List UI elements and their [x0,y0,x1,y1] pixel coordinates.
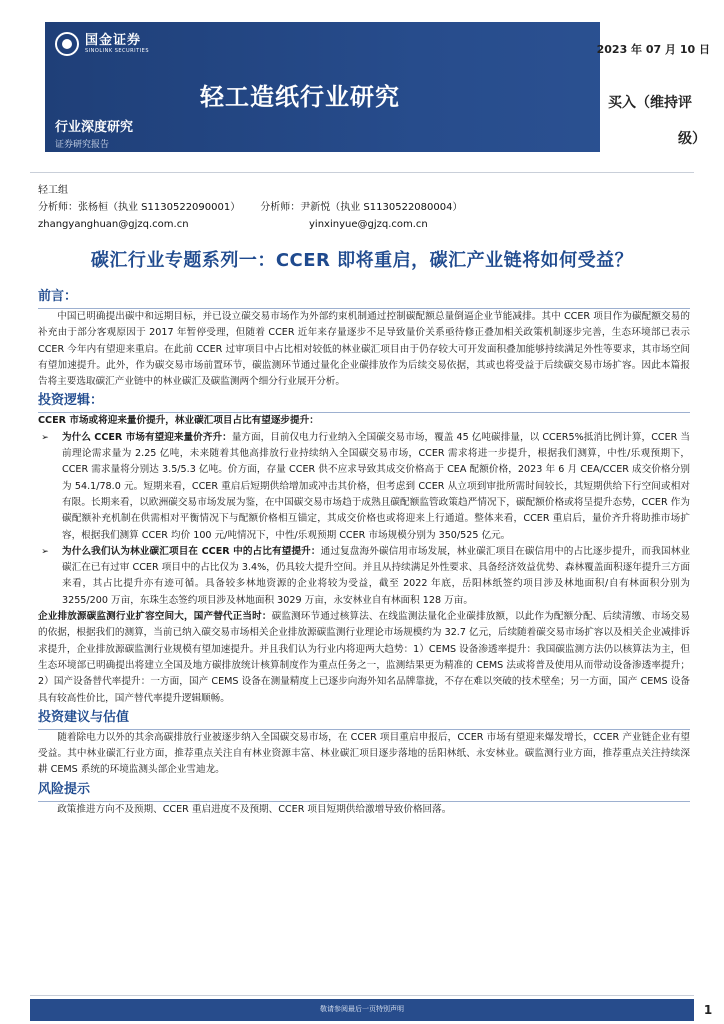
page-number: 1 [703,1003,713,1017]
rating [608,85,720,157]
bullet-2-heading: 为什么我们认为林业碳汇项目在 CCER 中的占比有望提升： [62,545,321,557]
analyst-1: 分析师：张杨桓（执业 S1130522090001） [38,202,241,213]
analyst-group: 轻工组 [38,185,68,196]
monitor-heading: 企业排放源碳监测行业扩容空间大，国产替代正当时： [38,611,272,623]
bullet-arrow-icon: ➢ [41,432,49,443]
preface-paragraph: 中国已明确提出碳中和远期目标，并已设立碳交易市场作为外部约束机制通过控制碳配额总量倒逼企业节能减排。其中 CCER 项目作为碳配额交易的补充由于部分客观原因于 2017 年暂停受理，但随着 CCER 近年来存量逐步不足导致量价关系亟待修正叠加相关政策机制逐步完善，生态环境部已表示 CCER 今年内有望迎来重启。在此前 CCER 过审项目中占比相对较低的林业碳汇项目由于仍存较大可开发面积叠加能够持续满足外性等要求，其市场空间有望加速提升。此外，作为碳交易市场前置环节，碳监测环节通过量化企业碳排放作为后续交易依据，其或也将受益于后续碳交易市场扩容。因此本篇报告将主要选取碳汇产业链中的林业碳汇及碳监测两个细分行业展开分析。 [38,311,690,388]
report-header [0,0,724,178]
analyst-2: 分析师：尹新悦（执业 S1130522080004） [260,202,463,213]
report-date: 2023 年 07 月 10 日 [596,43,710,56]
report-body [38,286,690,818]
company-logo [55,32,149,56]
report-type: 行业深度研究 [55,120,134,135]
monitor-paragraph [38,609,690,707]
report-category: 证券研究报告 [55,140,110,150]
report-title: 碳汇行业专题系列一：CCER 即将重启，碳汇产业链将如何受益？ [90,250,634,271]
logo-icon [55,32,79,56]
logo-name-en: SINOLINK SECURITIES [85,47,149,54]
footer-divider [30,995,694,996]
bullet-1-heading: 为什么 CCER 市场有望迎来量价齐升： [62,431,232,443]
bullet-2-text: 通过复盘海外碳信用市场发展，林业碳汇项目在碳信用中的占比逐步提升，而我国林业碳汇在已有过审 CCER 项目中的占比仅为 3.4%，仍具较大提升空间。并且从持续满足外性要求、具备经济效益优势、森林覆盖面积逐年提升三方面来看，其占比提升亦有迹可循。具备较多林地资源的企业将较为受益，截至 2022 年底，岳阳林纸签约项目涉及林地面积/自有林面积分别为 3255/200 万亩，东珠生态签约项目涉及林地面积 3029 万亩，永安林业自有林面积 128 万亩。 [62,545,691,606]
logic-heading: 投资逻辑： [38,390,690,413]
analyst-1-email[interactable]: zhangyanghuan@gjzq.com.cn [38,219,189,230]
analyst-2-email[interactable]: yinxinyue@gjzq.com.cn [309,219,428,230]
industry-title: 轻工造纸行业研究 [200,83,400,111]
rating-line-2: 级） [678,131,706,147]
preface-heading: 前言： [38,286,690,309]
bullet-ccer-growth [38,430,690,544]
logic-subheading: CCER 市场或将迎来量价提升，林业碳汇项目占比有望逐步提升： [38,415,319,427]
analyst-block [38,182,698,233]
bullet-forestry-share [38,544,690,609]
advice-heading: 投资建议与估值 [38,707,690,730]
risk-paragraph: 政策推进方向不及预期、CCER 重启进度不及预期、CCER 项目短期供给激增导致价格回落。 [57,803,452,815]
header-divider [30,172,694,173]
page-footer [0,999,724,1024]
logo-name-cn: 国金证券 [85,32,142,48]
risk-heading: 风险提示 [38,779,690,802]
rating-line-1: 买入（维持评 [608,95,692,111]
advice-paragraph: 随着除电力以外的其余高碳排放行业被逐步纳入全国碳交易市场，在 CCER 项目重启申报后，CCER 市场有望迎来爆发增长，CCER 产业链企业有望受益。其中林业碳汇行业方面，推荐重点关注自有林业资源丰富、林业碳汇项目逐步落地的岳阳林纸、永安林业。碳监测行业方面，推荐重点关注持续深耕 CEMS 系统的环境监测头部企业雪迪龙。 [38,731,690,776]
bullet-arrow-icon: ➢ [41,546,49,557]
bullet-1-text: 量方面，目前仅电力行业纳入全国碳交易市场，覆盖 45 亿吨碳排量，以 CCER5%抵消比例计算，CCER 当前理论需求量为 2.25 亿吨，未来随着其他高排放行业持续纳入全国碳交易市场，CCER 需求将进一步提升，根据我们测算，中性/乐观预期下，CCER 需求量将分别达 3.5/5.3 亿吨。价方面，存量 CCER 供不应求导致其成交价格高于 CEA 配额价格，2023 年 6 月 CEA/CCER 成交价格分别为 54.1/78.0 元。短期来看，CCER 重启后短期供给增加或冲击其价格，但考虑到 CCER 从立项到审批所需时间较长，其短期供给下行空间或相对有限。长期来看，以欧洲碳交易市场发展为鉴，在中国碳交易市场趋于成熟且碳配额监管政策趋严情况下，碳配额价格或将呈提升态势，CCER 作为碳配额补充机制在供需相对平衡情况下与配额价格相互锚定，其成交价格也或将迎来上行通道。整体来看，CCER 重启后，量价齐升将助推市场扩容，根据我们测算 CCER 均价 100 元/吨情况下，中性/乐观预期 CCER 市场规模分别为 350/525 亿元。 [62,431,691,541]
footer-disclaimer: 敬请参阅最后一页特别声明 [320,1005,404,1013]
monitor-text: 碳监测环节通过核算法、在线监测法量化企业碳排放额，以此作为配额分配、后续清缴、市场交易的依据，根据我们的测算，当前已纳入碳交易市场相关企业排放源碳监测行业理论市场规模约为 32.7 亿元，后续随着碳交易市场扩容以及相关企业减排诉求提升，企业排放源碳监测行业规模有望加速提升。并且我们认为行业内将迎两大趋势：1）CEMS 设备渗透率提升：我国碳监测方法仍以核算法为主，但生态环境部已明确提出将建立全国及地方碳排放统计核算制度作为重点任务之一，监测结果更为精准的 CEMS 法或将普及使用从而带动设备渗透率提升；2）国产设备替代率提升：一方面，国产 CEMS 设备在测量精度上已逐步向海外知名品牌靠拢，不存在难以突破的技术壁垒；另一方面，国产 CEMS 设备具有较高性价比，国产替代率提升逻辑顺畅。 [38,611,691,704]
